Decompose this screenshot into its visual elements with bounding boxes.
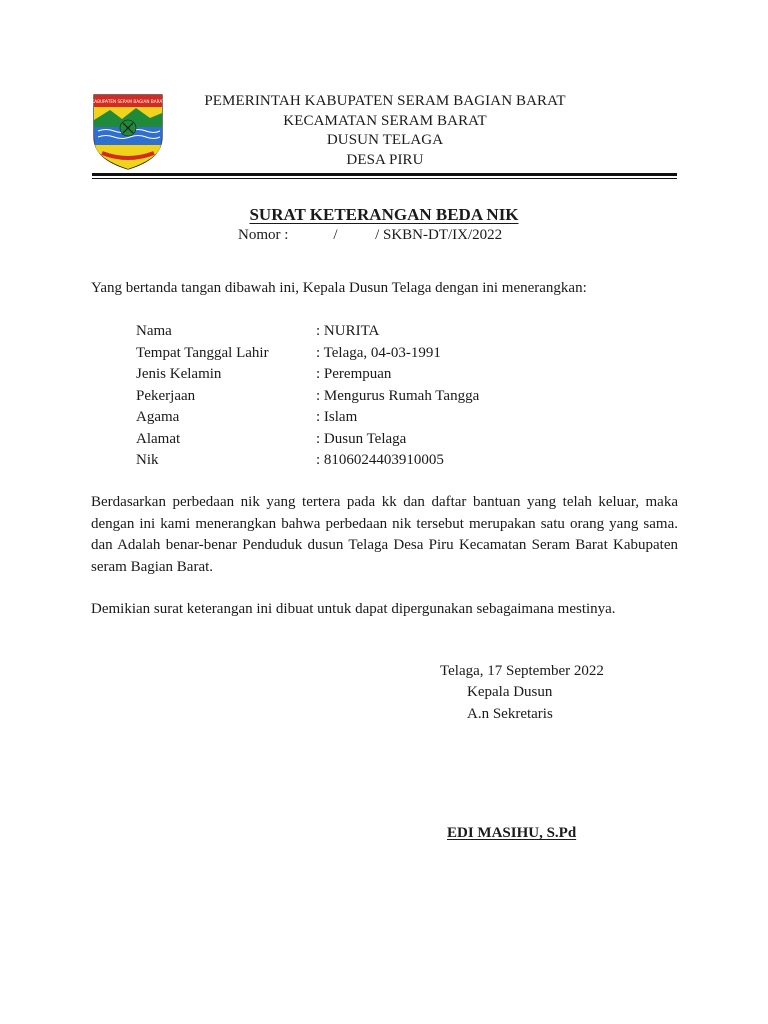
signatory-name: EDI MASIHU, S.Pd: [447, 825, 577, 841]
field-row-name: [136, 321, 479, 343]
letterhead-line-government: PEMERINTAH KABUPATEN SERAM BAGIAN BARAT: [204, 93, 566, 109]
field-value: : 8106024403910005: [316, 452, 444, 468]
field-label: Pekerjaan: [136, 387, 196, 404]
letterhead-divider-thick: [92, 173, 677, 176]
field-row-birth: [136, 343, 479, 365]
letterhead-line-hamlet: DUSUN TELAGA: [326, 132, 444, 148]
letter-number: Nomor : / / SKBN-DT/IX/2022: [238, 227, 503, 243]
signature-place-date: Telaga, 17 September 2022: [440, 663, 604, 679]
logo-banner-text: KABUPATEN SERAM BAGIAN BARAT: [92, 99, 164, 104]
field-label: Alamat: [136, 430, 181, 447]
letterhead-line-village: DESA PIRU: [346, 151, 424, 168]
statement-paragraph: Berdasarkan perbedaan nik yang tertera pada kk dan daftar bantuan yang telah keluar, maka dengan ini kami menerangkan bahwa perbedaan nik tersebut merupakan satu orang yang sama. dan Adalah benar-benar Penduduk dusun Telaga Desa Piru Kecamatan Seram Barat Kabupaten seram Bagian Barat.: [91, 494, 678, 575]
field-value: : Islam: [316, 409, 358, 425]
signature-role: Kepala Dusun: [467, 684, 553, 700]
field-value: : Telaga, 04-03-1991: [316, 344, 441, 361]
field-row-nik: [136, 450, 479, 472]
letterhead-divider-thin: [92, 178, 677, 179]
field-value: : Perempuan: [316, 366, 392, 382]
identity-fields: [136, 321, 479, 472]
field-label: Jenis Kelamin: [136, 366, 222, 382]
letter-title: SURAT KETERANGAN BEDA NIK: [249, 205, 519, 224]
field-label: Nik: [136, 452, 159, 468]
letter-title-block: [0, 205, 768, 225]
field-row-religion: [136, 407, 479, 429]
field-row-occupation: [136, 386, 479, 408]
field-value: : Dusun Telaga: [316, 430, 407, 447]
field-row-gender: [136, 364, 479, 386]
field-label: Nama: [136, 323, 172, 339]
intro-text: Yang bertanda tangan dibawah ini, Kepala Dusun Telaga dengan ini menerangkan:: [91, 280, 587, 296]
regency-emblem-logo: [92, 93, 164, 171]
field-value: : Mengurus Rumah Tangga: [316, 387, 480, 404]
field-label: Tempat Tanggal Lahir: [136, 344, 269, 361]
letterhead-line-district: KECAMATAN SERAM BARAT: [283, 112, 487, 129]
field-row-address: [136, 429, 479, 451]
letterhead: [170, 92, 600, 170]
field-value: : NURITA: [316, 323, 380, 339]
closing-paragraph: Demikian surat keterangan ini dibuat untuk dapat dipergunakan sebagaimana mestinya.: [91, 601, 616, 617]
signature-on-behalf: A.n Sekretaris: [467, 706, 553, 722]
field-label: Agama: [136, 409, 180, 425]
